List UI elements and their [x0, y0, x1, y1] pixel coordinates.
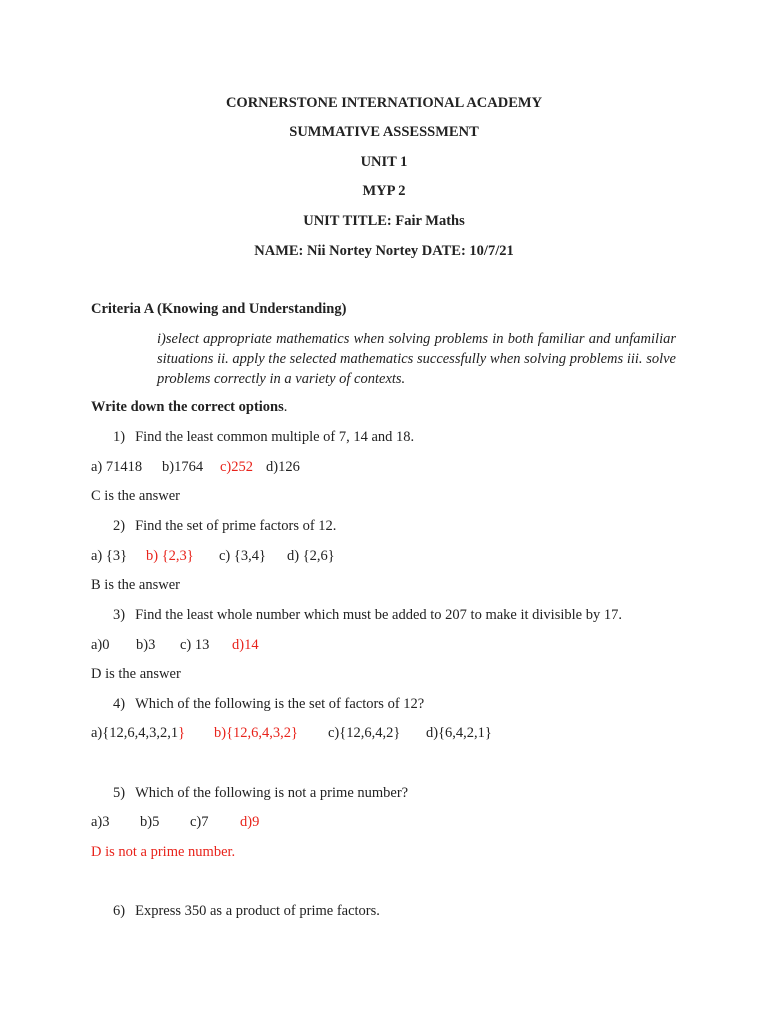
option-d: d)126 [266, 459, 300, 475]
option-b: b)1764 [162, 459, 204, 475]
option-b-correct: b) {2,3} [146, 548, 194, 564]
question-text: Which of the following is the set of factors of 12? [135, 696, 425, 712]
question-6 [113, 902, 380, 920]
answer-3: D is the answer [91, 666, 181, 682]
option-c: c)7 [190, 814, 209, 830]
question-text: Which of the following is not a prime number? [135, 785, 409, 801]
option-a: a)0 [91, 637, 110, 653]
criteria-objectives: i)select appropriate mathematics when solving problems in both familiar and unfamiliar situations ii. apply the selected mathematics successfully when solving problems iii. solve problems correctly in a variety of contexts. [157, 331, 676, 387]
question-number: 2) [113, 518, 126, 534]
question-1-options [0, 458, 768, 476]
question-text: Find the least whole number which must be added to 207 to make it divisible by 17. [135, 607, 622, 623]
criteria-heading: Criteria A (Knowing and Understanding) [91, 301, 347, 317]
option-a [91, 724, 185, 742]
question-4 [113, 695, 424, 713]
question-5 [113, 784, 408, 802]
answer-2: B is the answer [91, 577, 180, 593]
assessment-title: SUMMATIVE ASSESSMENT [289, 124, 479, 140]
answer-1: C is the answer [91, 488, 180, 504]
option-c: c) {3,4} [219, 548, 266, 564]
answer-5: D is not a prime number. [91, 844, 236, 860]
option-a-text: a){12,6,4,3,2,1 [91, 725, 179, 741]
instruction-text: Write down the correct options [91, 399, 284, 415]
question-4-options [0, 724, 768, 742]
instruction-period: . [283, 399, 288, 415]
question-3-options [0, 636, 768, 654]
option-d-correct: d)14 [232, 637, 259, 653]
option-b-correct: b){12,6,4,3,2} [214, 725, 298, 741]
question-1 [113, 428, 414, 446]
name-and-date: NAME: Nii Nortey Nortey DATE: 10/7/21 [254, 243, 514, 259]
option-b: b)3 [136, 637, 156, 653]
option-c: c) 13 [180, 637, 210, 653]
unit-title: UNIT TITLE: Fair Maths [303, 213, 465, 229]
question-5-options [0, 813, 768, 831]
option-a: a) 71418 [91, 459, 143, 475]
year-level: MYP 2 [362, 183, 406, 199]
question-text: Find the set of prime factors of 12. [135, 518, 337, 534]
option-d-correct: d)9 [240, 814, 260, 830]
option-d: d){6,4,2,1} [426, 725, 492, 741]
option-c-correct: c)252 [220, 459, 254, 475]
question-number: 3) [113, 607, 126, 623]
option-a-brace: } [178, 725, 186, 741]
option-a: a) {3} [91, 548, 128, 564]
question-number: 6) [113, 903, 126, 919]
option-c: c){12,6,4,2} [328, 725, 401, 741]
option-d: d) {2,6} [287, 548, 335, 564]
question-number: 4) [113, 696, 126, 712]
option-a: a)3 [91, 814, 110, 830]
question-number: 5) [113, 785, 126, 801]
school-name: CORNERSTONE INTERNATIONAL ACADEMY [225, 95, 543, 111]
unit-number: UNIT 1 [360, 154, 408, 170]
question-text: Express 350 as a product of prime factors. [135, 903, 380, 919]
option-b: b)5 [140, 814, 160, 830]
instruction [91, 398, 287, 416]
question-2-options [0, 547, 768, 565]
question-3 [113, 606, 622, 624]
question-text: Find the least common multiple of 7, 14 and 18. [135, 429, 415, 445]
question-number: 1) [113, 429, 126, 445]
question-2 [113, 517, 336, 535]
